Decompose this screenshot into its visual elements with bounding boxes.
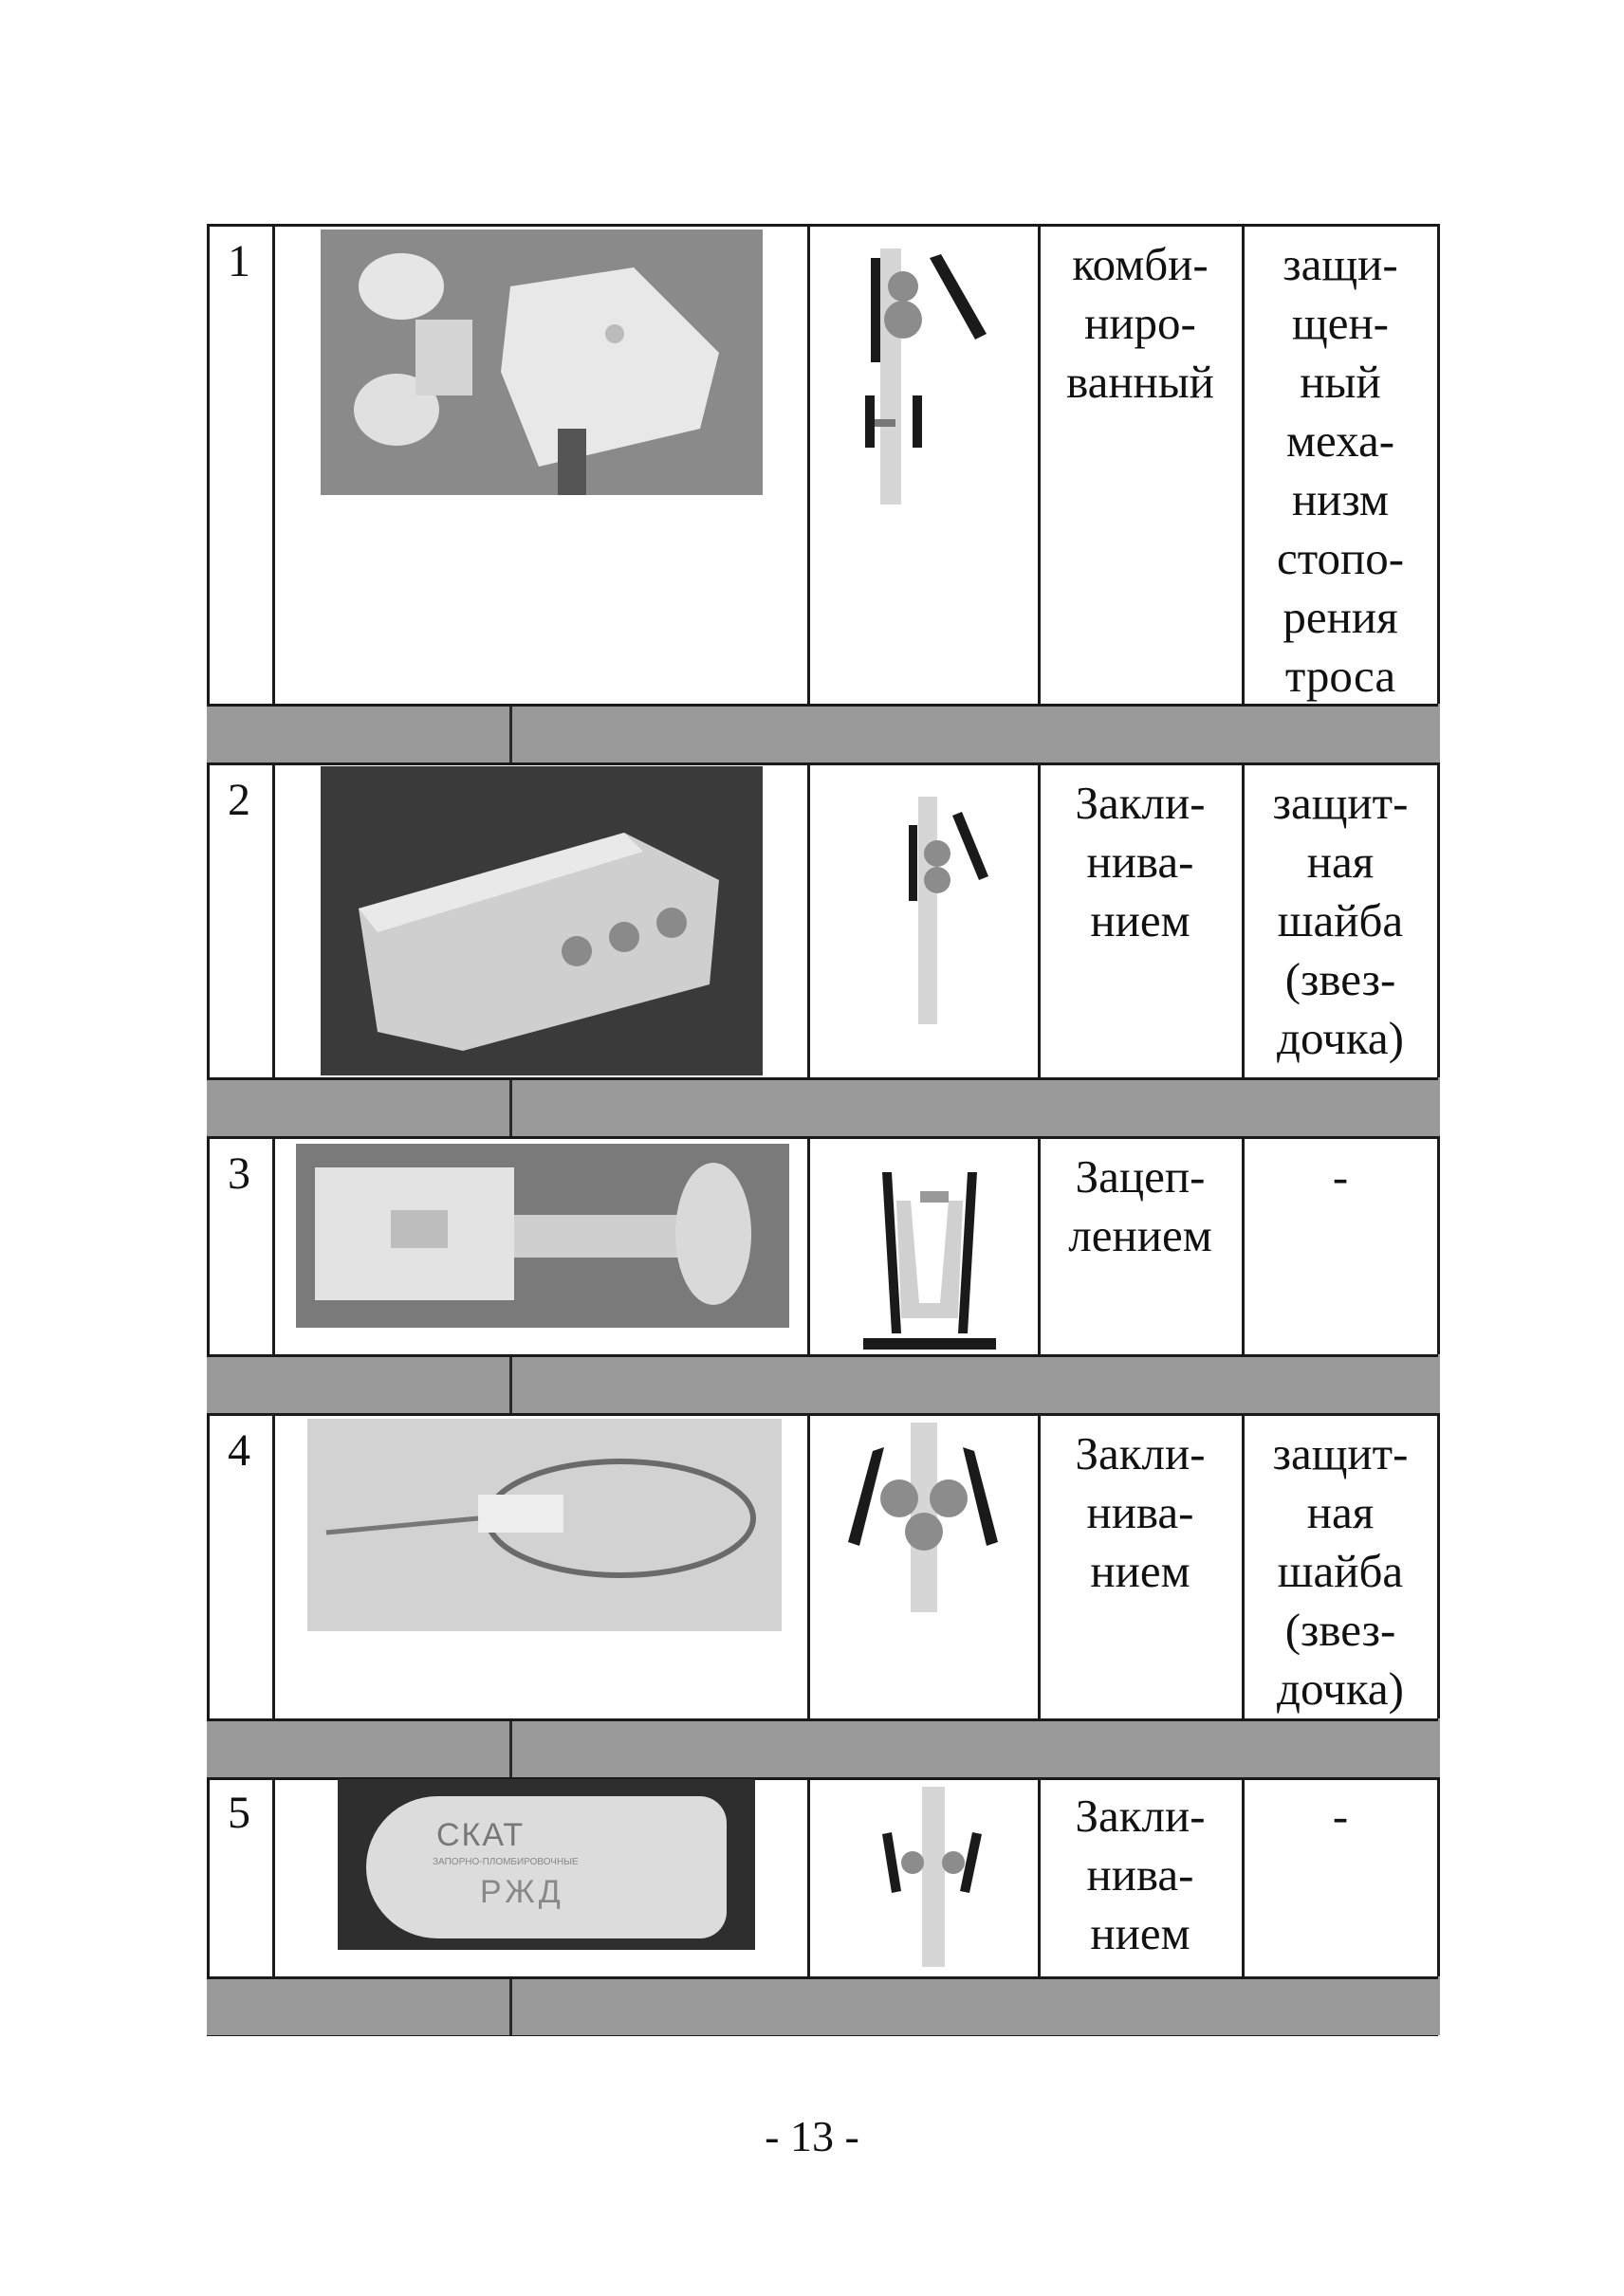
- locking-diagram: [844, 1172, 1015, 1357]
- lock-type: Закли- нива- нием: [1075, 1427, 1206, 1597]
- separator-band: [207, 1718, 1440, 1777]
- row-number: 1: [228, 236, 250, 286]
- protection-feature: -: [1332, 1790, 1349, 1842]
- band-divider: [509, 1077, 512, 1136]
- row-border: [207, 1976, 1438, 1979]
- lock-type: Закли- нива- нием: [1075, 1790, 1206, 1959]
- band-divider: [509, 704, 512, 762]
- row-border: [207, 1354, 1438, 1357]
- protection-feature: защи- щен- ный меха- низм стопо- рения троса: [1276, 238, 1405, 702]
- seal-photo: [321, 230, 763, 495]
- protection-feature: защит- ная шайба (звез- дочка): [1272, 1427, 1409, 1715]
- row-border: [207, 1077, 1438, 1080]
- row-number: 4: [228, 1425, 250, 1476]
- photo-text-sub: ЗАПОРНО-ПЛОМБИРОВОЧНЫЕ: [433, 1857, 579, 1867]
- locking-diagram: [863, 1787, 1006, 1981]
- locking-diagram: [882, 797, 996, 1029]
- row-border: [207, 1718, 1438, 1721]
- seal-photo: [338, 1779, 755, 1950]
- locking-diagram: [835, 1423, 1006, 1617]
- protection-feature: -: [1332, 1150, 1349, 1203]
- lock-type: Зацеп- лением: [1068, 1150, 1212, 1261]
- photo-text-brand: СКАТ: [436, 1817, 526, 1853]
- protection-feature: защит- ная шайба (звез- дочка): [1272, 777, 1409, 1064]
- row-number: 3: [228, 1148, 250, 1199]
- separator-band: [207, 1077, 1440, 1136]
- lock-type: комби- ниро- ванный: [1066, 238, 1214, 408]
- seal-photo: [307, 1419, 782, 1631]
- row-number: 5: [228, 1788, 250, 1838]
- band-divider: [509, 1718, 512, 1777]
- seal-photo: [296, 1144, 789, 1328]
- row-border: [207, 1413, 1438, 1416]
- lock-type: Закли- нива- нием: [1075, 777, 1206, 946]
- photo-text-mark: РЖД: [480, 1874, 564, 1910]
- separator-band: [207, 1354, 1440, 1413]
- separator-band: [207, 1976, 1440, 2035]
- separator-band: [207, 704, 1440, 762]
- page-number: - 13 -: [765, 2112, 859, 2160]
- table-top-border: [207, 224, 1438, 227]
- row-border: [207, 762, 1438, 765]
- band-divider: [509, 1976, 512, 2035]
- band-divider: [509, 1354, 512, 1413]
- locking-diagram: [854, 248, 1006, 509]
- seal-photo: [321, 766, 763, 1075]
- row-border: [207, 1136, 1438, 1139]
- row-number: 2: [228, 775, 250, 825]
